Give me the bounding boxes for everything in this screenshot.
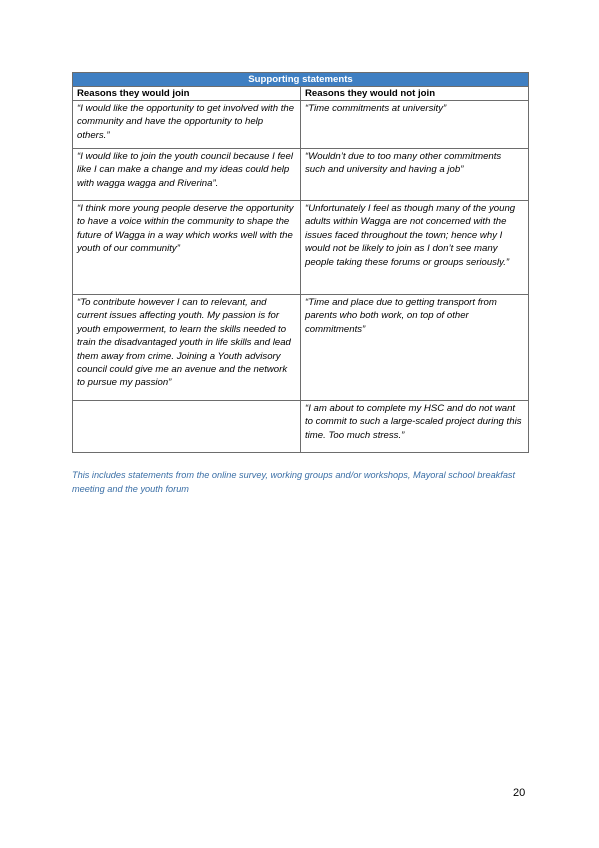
not-join-statement: “Time commitments at university”: [301, 101, 529, 149]
table-banner: Supporting statements: [73, 73, 529, 87]
join-statement: “I would like to join the youth council because I feel like I can make a change and my ideas could help with wagga wagga and Riverina”.: [73, 149, 301, 201]
join-statement-empty: [73, 401, 301, 453]
not-join-statement: “I am about to complete my HSC and do not want to commit to such a large-scaled project during this time. Too much stress.”: [301, 401, 529, 453]
not-join-statement: “Time and place due to getting transport from parents who both work, on top of other commitments”: [301, 295, 529, 401]
table-row: [73, 295, 529, 401]
supporting-statements-table: [72, 72, 529, 453]
table-row: [73, 101, 529, 149]
join-statement: “I would like the opportunity to get involved with the community and have the opportunity to help others.”: [73, 101, 301, 149]
column-header-would-not-join: Reasons they would not join: [301, 87, 529, 101]
table-row: [73, 149, 529, 201]
join-statement: “To contribute however I can to relevant, and current issues affecting youth. My passion is for youth empowerment, to learn the skills needed to train the disadvantaged youth in life skills and lead them away from crime. Joining a Youth advisory council could give me an avenue and the network to pursue my passion”: [73, 295, 301, 401]
column-header-would-join: Reasons they would join: [73, 87, 301, 101]
page-number: 20: [513, 787, 526, 799]
table-row: [73, 201, 529, 295]
table-row: [73, 401, 529, 453]
join-statement: “I think more young people deserve the opportunity to have a voice within the community to shape the future of Wagga in a way which works well with the youth of our community”: [73, 201, 301, 295]
table-source-note: This includes statements from the online survey, working groups and/or workshops, Mayoral school breakfast meeting and the youth forum: [72, 470, 516, 494]
not-join-statement: “Unfortunately I feel as though many of the young adults within Wagga are not concerned with the issues faced throughout the town; hence why I would not be likely to join as I don’t see many people taking these forums or groups seriously.”: [301, 201, 529, 295]
not-join-statement: “Wouldn’t due to too many other commitments such and university and having a job”: [301, 149, 529, 201]
